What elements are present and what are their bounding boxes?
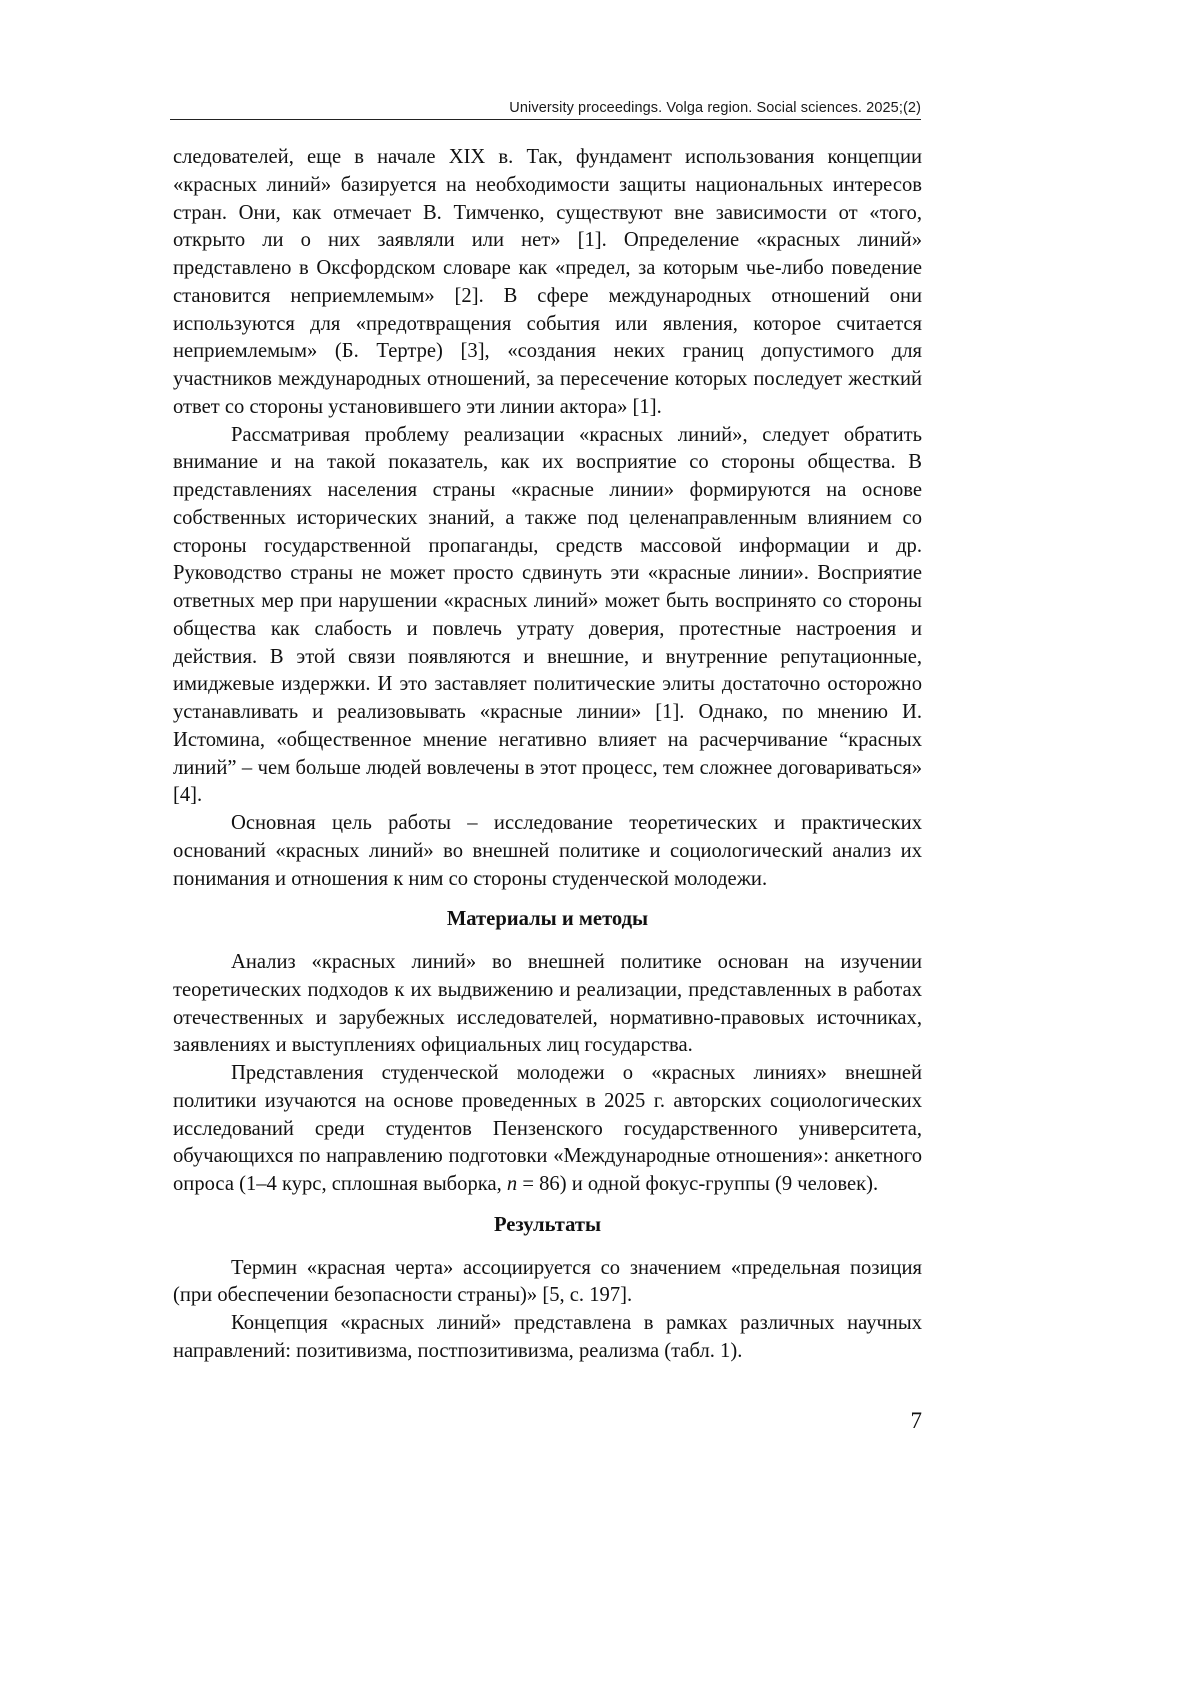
paragraph-continued: следователей, еще в начале XIX в. Так, фундамент использования концепции «красных линий» базируется на необходимости защиты национальных интересов стран. Они, как отмечает В. Тимченко, существуют вне зависимости от «того, открыто ли о них заявляли или нет» [1]. Определение «красных линий» представлено в Оксфордском словаре как «предел, за которым чье-либо поведение становится неприемлемым» [2]. В сфере международных отношений они используются для «предотвращения события или явления, которое считается неприемлемым» (Б. Тертре) [3], «создания неких границ допустимого для участников международных отношений, за пересечение которых последует жесткий ответ со стороны установившего эти линии актора» [1].	[173, 146, 922, 418]
paragraph-survey	[173, 1060, 922, 1199]
running-title: University proceedings. Volga region. Social sciences. 2025;(2)	[509, 100, 921, 116]
article-body	[173, 144, 922, 1366]
paragraph: Концепция «красных линий» представлена в рамках различных научных направлений: позитивизма, постпозитивизма, реализма (табл. 1).	[173, 1312, 922, 1362]
paragraph: Термин «красная черта» ассоциируется со значением «предельная позиция (при обеспечении безопасности страны)» [5, с. 197].	[173, 1256, 922, 1307]
paragraph: Основная цель работы – исследование теоретических и практических оснований «красных линий» во внешней политике и социологический анализ их понимания и отношения к ним со стороны студенческой молодежи.	[173, 812, 922, 890]
sample-size-variable: n	[506, 1173, 518, 1195]
paragraph-text: Представления студенческой молодежи о «красных линиях» внешней политики изучаются на основе проведенных в 2025 г. авторских социологических исследований среди студентов Пензенского государственного университета, обучающихся по направлению подготовки «Международные отношения»: анкетного опроса (1–4 курс, сплошная выборка,	[173, 1062, 922, 1195]
page-number: 7	[910, 1408, 922, 1433]
running-header	[170, 100, 921, 120]
section-heading-results: Результаты	[493, 1213, 602, 1236]
paragraph: Анализ «красных линий» во внешней политике основан на изучении теоретических подходов к их выдвижению и реализации, представленных в работах отечественных и зарубежных исследователей, нормативно-правовых источниках, заявлениях и выступлениях официальных лиц государства.	[173, 951, 922, 1057]
paragraph-text: = 86) и одной фокус-группы (9 человек).	[517, 1173, 879, 1195]
section-heading-methods: Материалы и методы	[446, 908, 649, 931]
paragraph: Рассматривая проблему реализации «красных линий», следует обратить внимание и на такой показатель, как их восприятие со стороны общества. В представлениях населения страны «красные линии» формируются на основе собственных исторических знаний, а также под целенаправленным влиянием со стороны государственной пропаганды, средств массовой информации и др. Руководство страны не может просто сдвинуть эти «красные линии». Восприятие ответных мер при нарушении «красных линий» может быть воспринято со стороны общества как слабость и повлечь утрату доверия, протестные настроения и действия. В этой связи появляются и внешние, и внутренние репутационные, имиджевые издержки. И это заставляет политические элиты достаточно осторожно устанавливать и реализовывать «красные линии» [1]. Однако, по мнению И. Истомина, «общественное мнение негативно влияет на расчерчивание “красных линий” – чем больше людей вовлечены в этот процесс, тем сложнее договариваться» [4].	[173, 423, 922, 807]
